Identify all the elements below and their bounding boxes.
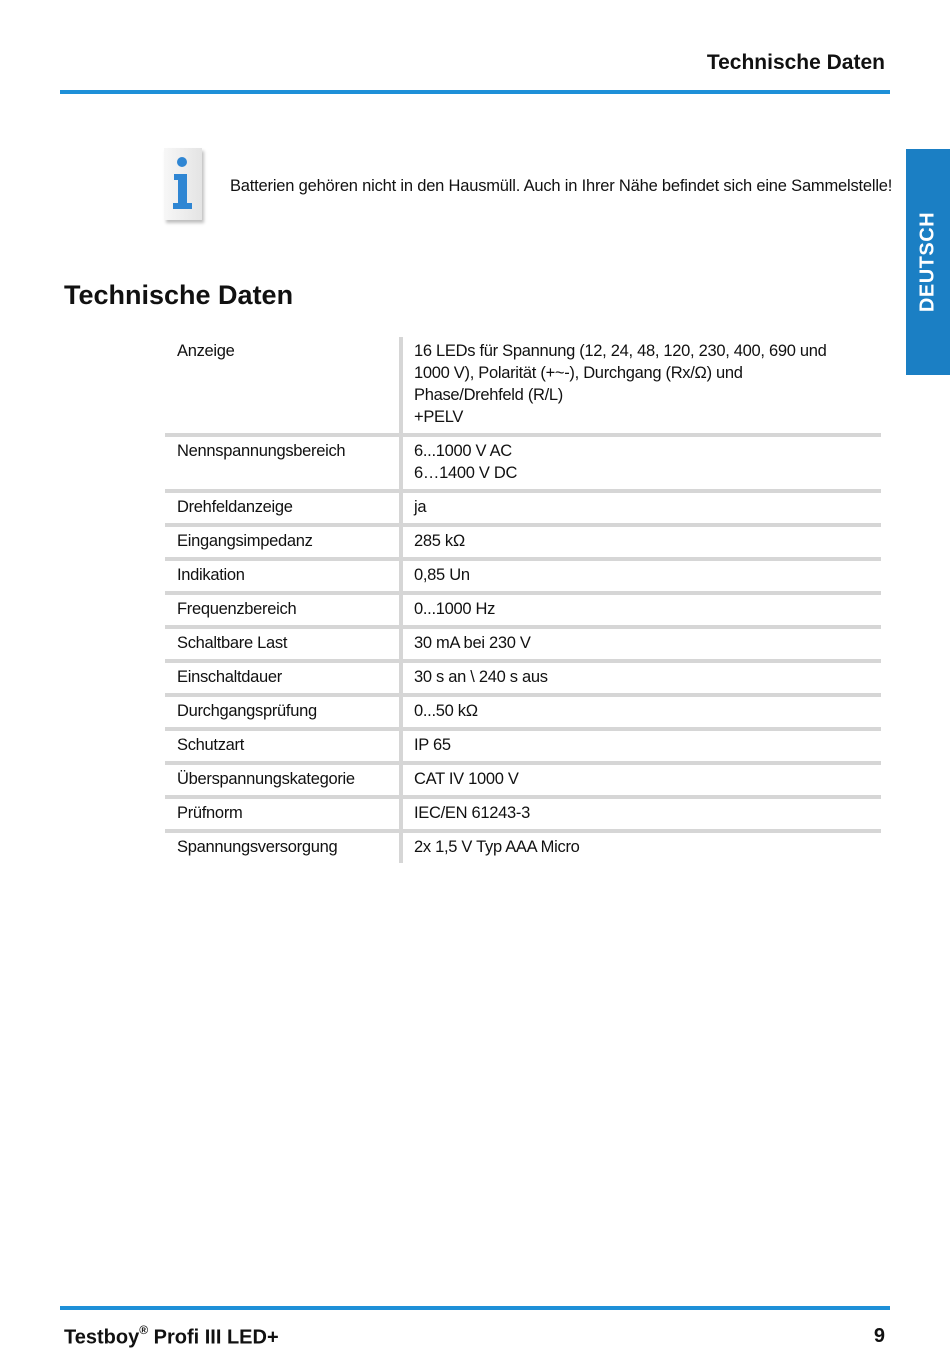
technical-data-table bbox=[165, 337, 881, 863]
spec-label: Eingangsimpedanz bbox=[165, 525, 401, 559]
spec-label: Prüfnorm bbox=[165, 797, 401, 831]
spec-value-line: 1000 V), Polarität (+~-), Durchgang (Rx/Ω) und bbox=[414, 364, 743, 382]
spec-label: Einschaltdauer bbox=[165, 661, 401, 695]
spec-value bbox=[401, 627, 881, 661]
spec-label: Durchgangsprüfung bbox=[165, 695, 401, 729]
spec-value bbox=[401, 525, 881, 559]
spec-value-line: IP 65 bbox=[414, 736, 451, 754]
section-title: Technische Daten bbox=[64, 280, 294, 310]
spec-row bbox=[165, 337, 881, 435]
page-header-title: Technische Daten bbox=[706, 51, 885, 74]
spec-label: Anzeige bbox=[165, 337, 401, 435]
header-divider bbox=[60, 90, 890, 94]
language-tab bbox=[906, 149, 950, 375]
spec-value bbox=[401, 797, 881, 831]
spec-value bbox=[401, 763, 881, 797]
spec-value-line: +PELV bbox=[414, 408, 464, 426]
spec-row bbox=[165, 435, 881, 491]
spec-value-line: 285 kΩ bbox=[414, 532, 465, 550]
product-model: Profi III LED+ bbox=[148, 1326, 279, 1349]
spec-value-line: ja bbox=[414, 498, 427, 516]
spec-label: Nennspannungsbereich bbox=[165, 435, 401, 491]
spec-row bbox=[165, 593, 881, 627]
spec-row bbox=[165, 695, 881, 729]
spec-value-line: 0...1000 Hz bbox=[414, 600, 496, 618]
spec-value-line: 0,85 Un bbox=[414, 566, 470, 584]
spec-value-line: Phase/Drehfeld (R/L) bbox=[414, 386, 563, 404]
spec-label: Schutzart bbox=[165, 729, 401, 763]
spec-value bbox=[401, 435, 881, 491]
spec-label: Indikation bbox=[165, 559, 401, 593]
spec-row bbox=[165, 559, 881, 593]
spec-value bbox=[401, 661, 881, 695]
spec-value-line: 30 mA bei 230 V bbox=[414, 634, 531, 652]
spec-row bbox=[165, 831, 881, 863]
spec-value-line: 2x 1,5 V Typ AAA Micro bbox=[414, 838, 580, 856]
spec-label: Überspannungskategorie bbox=[165, 763, 401, 797]
spec-row bbox=[165, 661, 881, 695]
spec-value bbox=[401, 729, 881, 763]
spec-value bbox=[401, 831, 881, 863]
spec-value-line: 6…1400 V DC bbox=[414, 464, 518, 482]
spec-row bbox=[165, 627, 881, 661]
spec-label: Drehfeldanzeige bbox=[165, 491, 401, 525]
footer-product-name bbox=[64, 1325, 279, 1350]
spec-value bbox=[401, 491, 881, 525]
spec-value-line: 6...1000 V AC bbox=[414, 442, 512, 460]
spec-value bbox=[401, 559, 881, 593]
spec-row bbox=[165, 525, 881, 559]
spec-row bbox=[165, 763, 881, 797]
spec-row bbox=[165, 491, 881, 525]
spec-value-line: 0...50 kΩ bbox=[414, 702, 478, 720]
spec-value-line: 30 s an \ 240 s aus bbox=[414, 668, 548, 686]
spec-label: Frequenzbereich bbox=[165, 593, 401, 627]
info-icon bbox=[164, 148, 202, 220]
registered-mark: ® bbox=[139, 1323, 149, 1337]
spec-value bbox=[401, 593, 881, 627]
brand-name: Testboy bbox=[64, 1326, 140, 1349]
spec-value bbox=[401, 695, 881, 729]
spec-value-line: CAT IV 1000 V bbox=[414, 770, 519, 788]
spec-row bbox=[165, 797, 881, 831]
battery-disposal-note: Batterien gehören nicht in den Hausmüll. Auch in Ihrer Nähe befindet sich eine Sammelstelle! bbox=[230, 177, 893, 195]
spec-value-line: IEC/EN 61243-3 bbox=[414, 804, 530, 822]
spec-label: Spannungsversorgung bbox=[165, 831, 401, 863]
spec-label: Schaltbare Last bbox=[165, 627, 401, 661]
spec-value-line: 16 LEDs für Spannung (12, 24, 48, 120, 230, 400, 690 und bbox=[414, 342, 827, 360]
page-number: 9 bbox=[873, 1325, 885, 1347]
footer-divider bbox=[60, 1306, 890, 1310]
language-tab-label: DEUTSCH bbox=[916, 211, 939, 313]
spec-value bbox=[401, 337, 881, 435]
spec-row bbox=[165, 729, 881, 763]
